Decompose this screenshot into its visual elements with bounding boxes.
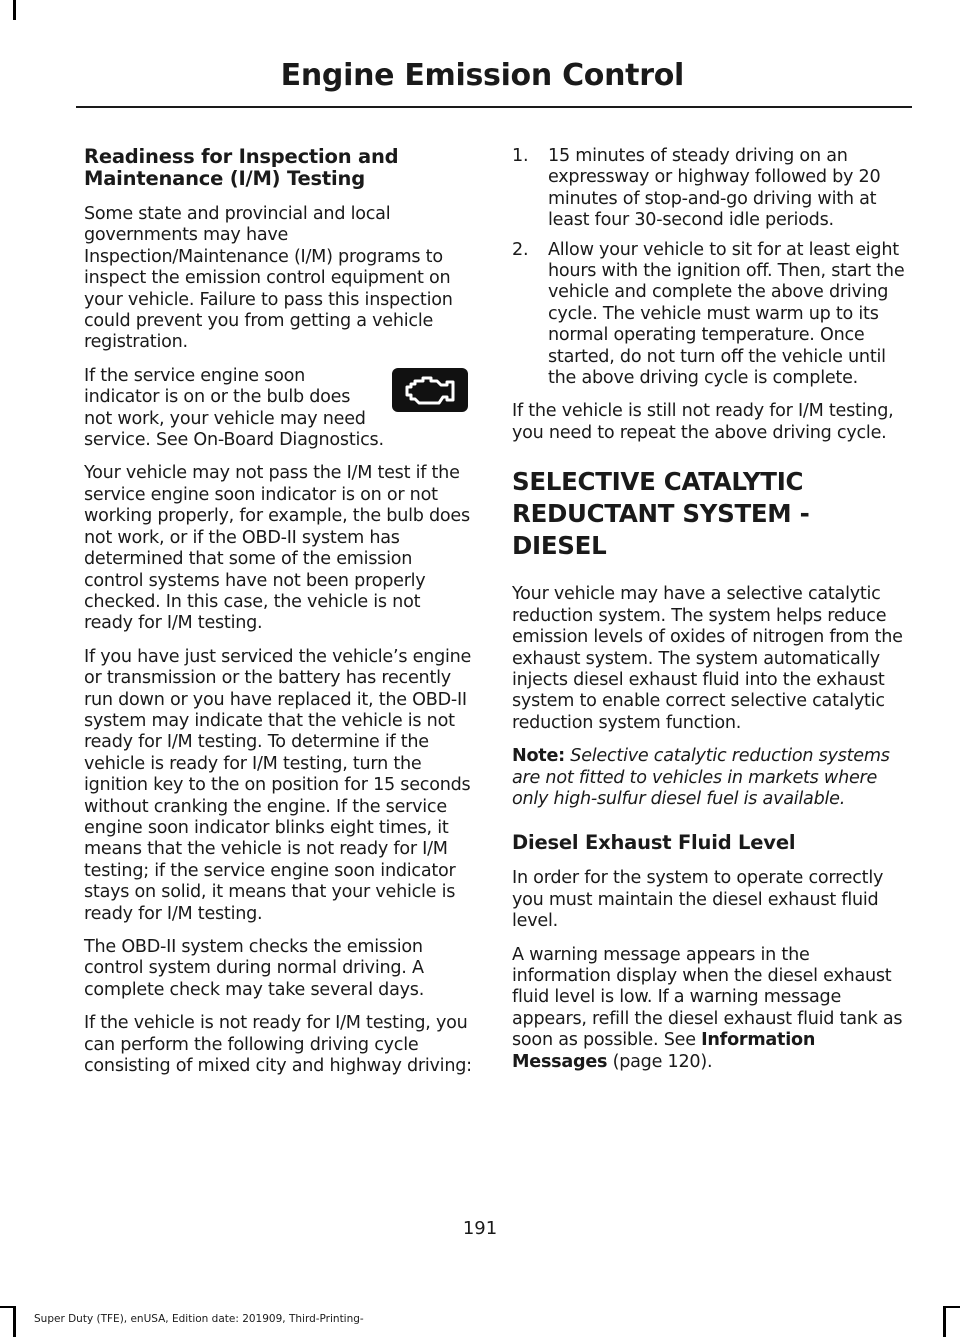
note-text: Selective catalytic reduction systems are not fitted to vehicles in markets where only high-sulfur diesel fuel is available.: [512, 746, 890, 809]
section-heading-scr: SELECTIVE CATALYTIC REDUCTANT SYSTEM - DIESEL: [512, 467, 810, 561]
crop-mark: [13, 1306, 16, 1337]
footer-text: Super Duty (TFE), enUSA, Edition date: 201909, Third-Printing-: [34, 1313, 364, 1325]
note: [512, 746, 907, 810]
list-item: 1. 15 minutes of steady driving on an expressway or highway followed by 20 minutes of stop-and-go driving with at least four 30-second idle periods.: [512, 146, 881, 231]
paragraph: A warning message appears in the information display when the diesel exhaust fluid level is low. If a warning message appears, refill the diesel exhaust fluid tank as soon as possible. See Information Messages (page 120).: [512, 944, 903, 1072]
cross-reference-link[interactable]: Information Messages: [512, 1030, 816, 1072]
check-engine-icon: [392, 368, 474, 418]
note-label: Note:: [512, 746, 565, 767]
paragraph: Your vehicle may have a selective catalytic reduction system. The system helps reduce emission levels of oxides of nitrogen from the exhaust system. The system automatically injects diesel exhaust fluid into the exhaust system to enable correct selective catalytic reduction system function.: [512, 584, 903, 733]
paragraph: In order for the system to operate correctly you must maintain the diesel exhaust fluid level.: [512, 868, 884, 932]
paragraph: Some state and provincial and local governments may have Inspection/Maintenance (I/M) programs to inspect the emission control equipment on your vehicle. Failure to pass this inspection could prevent you from getting a vehicle registration.: [84, 204, 453, 353]
paragraph: If the vehicle is still not ready for I/M testing, you need to repeat the above driving cycle.: [512, 401, 894, 443]
paragraph: If you have just serviced the vehicle’s engine or transmission or the battery has recently run down or you have replaced it, the OBD-II system may indicate that the vehicle is not ready for I/M testing. To determine if the vehicle is ready for I/M testing, turn the ignition key to the on position for 15 seconds without cranking the engine. If the service engine soon indicator blinks eight times, it means that the vehicle is not ready for I/M testing; if the service engine soon indicator stays on solid, it means that your vehicle is ready for I/M testing.: [84, 646, 472, 924]
sub-heading-def-level: Diesel Exhaust Fluid Level: [512, 831, 796, 855]
page-number: 191: [462, 1218, 498, 1239]
left-column: [84, 146, 474, 1089]
paragraph: If the service engine soon indicator is on or the bulb does not work, your vehicle may need service. See On-Board Diagnostics.: [84, 365, 384, 451]
crop-mark: [13, 0, 16, 20]
list-item: 2. Allow your vehicle to sit for at least eight hours with the ignition off. Then, start the vehicle and complete the above driving cycle. The vehicle must warm up to its normal operating temperature. Once started, do not turn off the vehicle until the above driving cycle is complete.: [512, 239, 905, 389]
crop-mark: [943, 1306, 946, 1337]
paragraph: If the vehicle is not ready for I/M testing, you can perform the following driving cycle consisting of mixed city and highway driving:: [84, 1013, 472, 1077]
right-column: [512, 146, 907, 1085]
paragraph: Your vehicle may not pass the I/M test if the service engine soon indicator is on or not working properly, for example, the bulb does not work, or if the OBD-II system has determined that some of the emission control systems have not been properly checked. In this case, the vehicle is not ready for I/M testing.: [84, 463, 470, 634]
paragraph: The OBD-II system checks the emission control system during normal driving. A complete check may take several days.: [84, 937, 425, 1000]
driving-cycle-list: [512, 146, 907, 389]
section-heading-im-testing: Readiness for Inspection and Maintenance (I/M) Testing: [84, 145, 399, 190]
header-divider: [76, 106, 912, 108]
page-title: Engine Emission Control: [280, 58, 684, 93]
